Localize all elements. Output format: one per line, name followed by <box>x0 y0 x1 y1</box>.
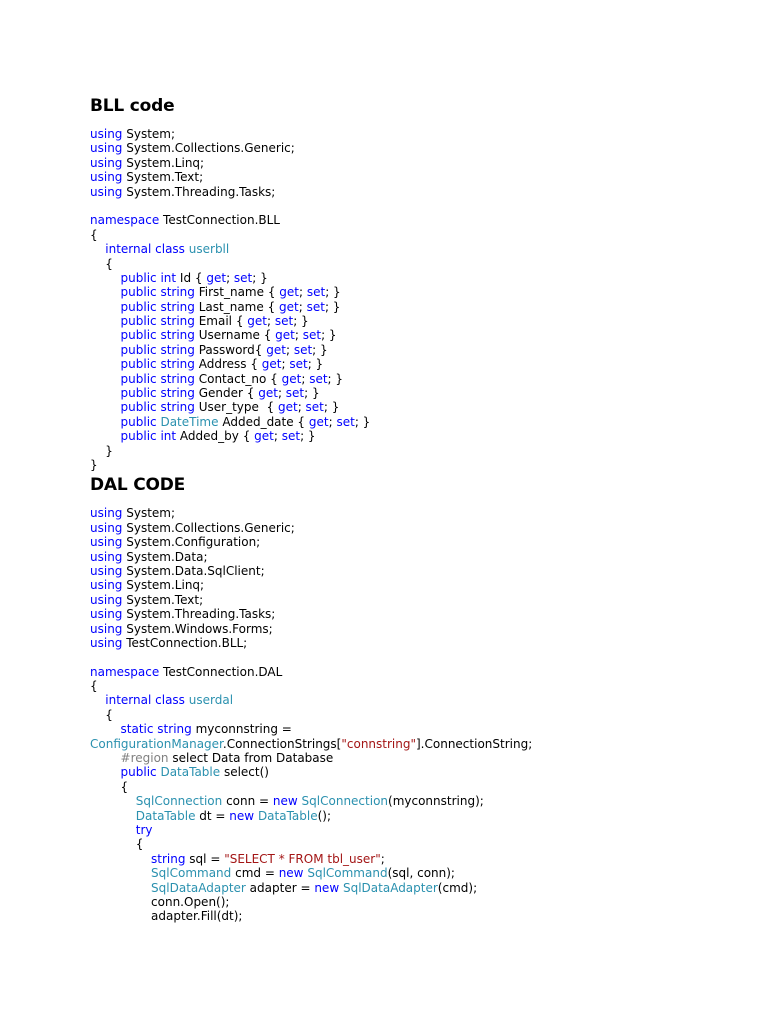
code-token: using <box>90 607 123 622</box>
code-token <box>90 809 136 823</box>
code-line <box>90 909 750 923</box>
code-line <box>90 242 750 256</box>
code-token: new <box>314 880 340 895</box>
code-token <box>90 429 121 443</box>
code-line <box>90 429 750 443</box>
code-token: using <box>90 184 123 199</box>
code-token: using <box>90 549 123 564</box>
code-line <box>90 881 750 895</box>
code-token: public <box>120 400 157 415</box>
code-token: using <box>90 635 123 650</box>
code-token: get <box>281 371 302 386</box>
code-token: using <box>90 155 123 170</box>
code-line <box>90 170 750 184</box>
code-line <box>90 593 750 607</box>
code-line <box>90 141 750 155</box>
code-token: DateTime <box>160 414 219 429</box>
code-token: Id { <box>176 270 207 285</box>
document-page <box>90 95 750 924</box>
code-token: set <box>306 299 325 314</box>
code-token: SqlDataAdapter <box>151 880 246 895</box>
code-token: System; <box>122 506 176 521</box>
code-token: Last_name { <box>194 299 280 314</box>
code-token: int <box>160 270 177 285</box>
code-token: get <box>254 429 274 444</box>
code-token: myconnstring = <box>191 722 292 737</box>
code-token: internal <box>105 693 152 708</box>
code-token: ; <box>297 400 306 415</box>
code-token <box>90 271 121 285</box>
code-token: ConfigurationManager <box>90 736 223 751</box>
code-token: ; } <box>252 270 268 285</box>
code-line <box>90 314 750 328</box>
code-token <box>90 343 121 357</box>
code-token: SqlDataAdapter <box>342 880 438 895</box>
code-line <box>90 400 750 414</box>
code-token: string <box>160 328 195 343</box>
code-token: ; <box>285 342 294 357</box>
code-line <box>90 213 750 227</box>
code-line <box>90 693 750 707</box>
code-token: ; } <box>300 429 316 444</box>
code-token: new <box>278 866 304 881</box>
code-token: public <box>120 299 157 314</box>
code-token: Contact_no { <box>194 371 282 386</box>
code-line <box>90 866 750 880</box>
code-token <box>90 852 151 866</box>
code-token <box>90 794 136 808</box>
code-token: Added_by { <box>176 429 255 444</box>
code-token: string <box>160 285 195 300</box>
code-token: System.Collections.Generic; <box>122 141 295 156</box>
code-token: public <box>120 342 157 357</box>
code-token: { <box>90 837 144 852</box>
code-token: System.Collections.Generic; <box>122 520 295 535</box>
code-token: System.Threading.Tasks; <box>122 607 276 622</box>
code-token: SqlConnection <box>301 794 389 809</box>
code-line <box>90 156 750 170</box>
code-token: string <box>160 314 195 329</box>
code-line <box>90 343 750 357</box>
code-line <box>90 357 750 371</box>
code-token: dt = <box>195 808 230 823</box>
code-line <box>90 185 750 199</box>
code-token: System; <box>122 127 176 141</box>
code-line <box>90 228 750 242</box>
code-token: set <box>274 314 294 329</box>
code-token: Password{ <box>194 342 267 357</box>
code-token: DataTable <box>257 808 318 823</box>
code-token: using <box>90 621 123 636</box>
code-token: using <box>90 578 123 593</box>
code-token: conn.Open(); <box>90 894 230 909</box>
code-line <box>90 257 750 271</box>
code-token: get <box>308 414 329 429</box>
code-token: new <box>272 794 298 809</box>
code-line <box>90 564 750 578</box>
code-token: { <box>90 707 113 722</box>
code-token: { <box>90 679 98 694</box>
code-line <box>90 895 750 909</box>
code-token: TestConnection.DAL <box>159 664 283 679</box>
code-token <box>90 765 121 779</box>
code-token: get <box>258 386 278 401</box>
code-token: DataTable <box>160 765 221 780</box>
code-line <box>90 650 750 664</box>
code-token: internal <box>105 242 152 257</box>
code-line <box>90 199 750 213</box>
code-token: (cmd); <box>437 880 478 895</box>
code-token: public <box>120 371 157 386</box>
code-token <box>90 328 121 342</box>
code-token: sql = <box>185 851 225 866</box>
code-token: select() <box>220 765 269 780</box>
code-token: ].ConnectionString; <box>416 736 533 751</box>
code-line <box>90 765 750 779</box>
code-token: get <box>277 400 298 415</box>
code-token: Address { <box>194 357 262 372</box>
code-token: Email { <box>194 314 248 329</box>
code-line <box>90 328 750 342</box>
code-token: public <box>120 270 157 285</box>
code-token <box>90 866 151 880</box>
code-line <box>90 444 750 458</box>
code-token: SqlConnection <box>135 794 223 809</box>
code-line <box>90 823 750 837</box>
code-token: set <box>306 285 326 300</box>
code-token <box>90 242 105 256</box>
code-token: get <box>247 314 267 329</box>
code-token: ; } <box>307 357 324 372</box>
code-line <box>90 127 750 141</box>
code-token: using <box>90 535 123 550</box>
code-line <box>90 535 750 549</box>
dal-code-block <box>90 506 750 923</box>
code-token: { <box>90 256 113 271</box>
code-token: string <box>160 371 195 386</box>
code-token: (sql, conn); <box>387 866 455 881</box>
code-token: #region <box>120 751 169 766</box>
code-line <box>90 722 750 736</box>
code-token: set <box>336 414 355 429</box>
code-token <box>90 881 151 895</box>
code-token: public <box>120 357 157 372</box>
code-token: ; } <box>324 299 341 314</box>
code-token: string <box>160 342 195 357</box>
code-token: int <box>160 429 177 444</box>
code-token: try <box>135 822 153 837</box>
code-token: get <box>279 285 299 300</box>
code-token: string <box>151 851 186 866</box>
code-token: userbll <box>188 242 230 257</box>
code-token <box>90 722 121 736</box>
code-token: ; <box>380 851 385 866</box>
code-token: ; <box>299 285 307 300</box>
code-token: set <box>281 429 301 444</box>
code-token <box>90 285 121 299</box>
code-token: using <box>90 563 123 578</box>
code-line <box>90 521 750 535</box>
code-token <box>90 357 121 371</box>
code-token: using <box>90 170 123 185</box>
code-token: namespace <box>90 213 160 228</box>
code-token: ; <box>294 328 303 343</box>
code-token: System.Threading.Tasks; <box>122 184 276 199</box>
code-line <box>90 550 750 564</box>
code-token: string <box>160 400 195 415</box>
code-line <box>90 636 750 650</box>
code-token: set <box>285 386 305 401</box>
code-token <box>90 300 121 314</box>
code-line <box>90 708 750 722</box>
code-token: ; } <box>354 414 371 429</box>
code-token: } <box>90 443 113 458</box>
code-line <box>90 372 750 386</box>
code-token: string <box>157 722 192 737</box>
code-line <box>90 415 750 429</box>
code-token <box>90 314 121 328</box>
code-token: public <box>120 314 157 329</box>
code-token: string <box>160 357 195 372</box>
code-token: Gender { <box>194 386 259 401</box>
code-line <box>90 665 750 679</box>
code-token: public <box>120 328 157 343</box>
code-line <box>90 271 750 285</box>
code-token: System.Data; <box>122 549 208 564</box>
code-token: "connstring" <box>341 736 416 751</box>
dal-heading: DAL CODE <box>90 475 186 496</box>
code-token: set <box>309 371 328 386</box>
code-line <box>90 751 750 765</box>
code-token: set <box>293 342 313 357</box>
code-token: System.Linq; <box>122 155 205 170</box>
code-token: "SELECT * FROM tbl_user" <box>224 851 381 866</box>
code-token: ; <box>277 386 286 401</box>
code-token: new <box>229 808 255 823</box>
code-token: TestConnection.BLL; <box>122 635 248 650</box>
code-token: ; <box>267 314 275 329</box>
code-line <box>90 852 750 866</box>
code-line <box>90 578 750 592</box>
code-token: set <box>305 400 324 415</box>
code-token <box>90 400 121 414</box>
code-token <box>90 693 105 707</box>
code-token: Username { <box>194 328 276 343</box>
code-token: { <box>90 227 98 242</box>
code-token: adapter = <box>245 880 315 895</box>
bll-code-block <box>90 127 750 472</box>
code-token: conn = <box>222 794 273 809</box>
code-token: set <box>233 270 253 285</box>
code-token: ; } <box>323 400 340 415</box>
code-line <box>90 837 750 851</box>
code-line <box>90 506 750 520</box>
code-token: ; } <box>304 386 320 401</box>
code-token: ; <box>328 414 337 429</box>
code-token: ; } <box>312 342 328 357</box>
code-token: System.Configuration; <box>122 535 261 550</box>
code-token: ; <box>226 270 234 285</box>
code-token: set <box>289 357 308 372</box>
code-token <box>90 415 121 429</box>
code-token: System.Text; <box>122 592 204 607</box>
code-token: System.Windows.Forms; <box>122 621 273 636</box>
code-token: get <box>266 342 286 357</box>
code-token: string <box>160 299 195 314</box>
code-token <box>90 372 121 386</box>
code-token: public <box>120 429 157 444</box>
code-token: (); <box>317 808 332 823</box>
bll-heading: BLL code <box>90 96 175 116</box>
code-token: namespace <box>90 664 160 679</box>
code-token: ; } <box>327 371 344 386</box>
code-line <box>90 679 750 693</box>
code-line <box>90 809 750 823</box>
code-token: ; <box>298 299 307 314</box>
code-token: User_type { <box>194 400 278 415</box>
code-token: DataTable <box>135 808 196 823</box>
code-token: (myconnstring); <box>388 794 484 809</box>
code-token: System.Text; <box>122 170 204 185</box>
code-token: string <box>160 386 195 401</box>
code-token: SqlCommand <box>151 866 232 881</box>
code-token: First_name { <box>194 285 280 300</box>
code-line <box>90 458 750 472</box>
code-token: ; <box>273 429 282 444</box>
code-line <box>90 300 750 314</box>
code-token: get <box>279 299 299 314</box>
code-token: using <box>90 520 123 535</box>
code-token: get <box>275 328 295 343</box>
code-token: SqlCommand <box>307 866 388 881</box>
code-token: { <box>90 779 129 794</box>
code-token: ; } <box>293 314 309 329</box>
code-token: } <box>90 457 98 472</box>
code-line <box>90 737 750 751</box>
code-token <box>90 751 121 765</box>
code-line <box>90 386 750 400</box>
code-token: ; } <box>321 328 337 343</box>
code-token: using <box>90 141 123 156</box>
code-token: System.Data.SqlClient; <box>122 563 265 578</box>
code-token <box>90 823 136 837</box>
code-line <box>90 794 750 808</box>
code-token: ; } <box>325 285 341 300</box>
code-token: get <box>206 270 227 285</box>
code-token: public <box>120 414 157 429</box>
code-token: select Data from Database <box>168 751 334 766</box>
code-token: get <box>261 357 282 372</box>
code-token: public <box>120 386 157 401</box>
code-line <box>90 622 750 636</box>
code-token: public <box>120 285 157 300</box>
code-token: public <box>120 765 157 780</box>
code-token: class <box>155 242 185 257</box>
code-line <box>90 780 750 794</box>
code-token: ; <box>281 357 290 372</box>
code-token: using <box>90 506 123 521</box>
code-token <box>90 386 121 400</box>
code-token: using <box>90 592 123 607</box>
code-token: System.Linq; <box>122 578 205 593</box>
code-token: Added_date { <box>218 414 309 429</box>
code-token: set <box>302 328 322 343</box>
code-token: class <box>155 693 185 708</box>
code-token: using <box>90 127 123 141</box>
code-token: TestConnection.BLL <box>159 213 280 228</box>
code-token: ; <box>301 371 310 386</box>
code-token: static <box>120 722 154 737</box>
code-token: .ConnectionStrings[ <box>222 736 342 751</box>
code-token: adapter.Fill(dt); <box>90 909 243 924</box>
code-token: cmd = <box>231 866 279 881</box>
code-token: userdal <box>188 693 234 708</box>
code-line <box>90 285 750 299</box>
code-line <box>90 607 750 621</box>
